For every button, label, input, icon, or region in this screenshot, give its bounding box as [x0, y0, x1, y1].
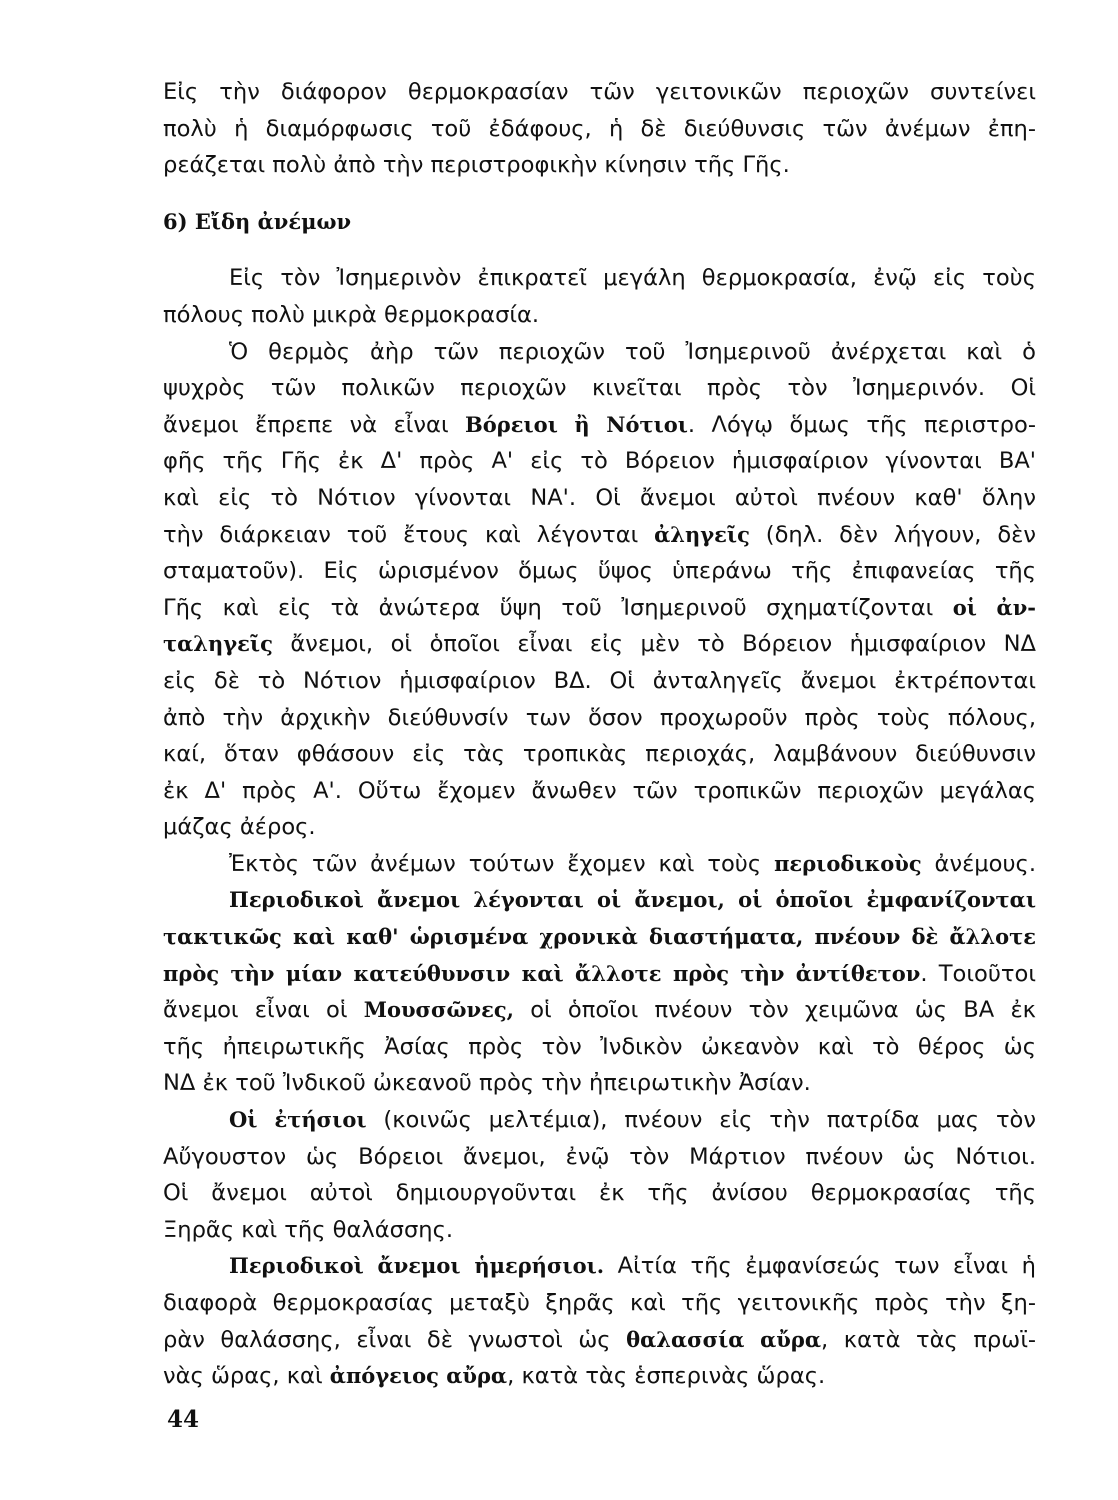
text-line [163, 1065, 1036, 1102]
bold-text-segment: ἀπόγειος αὔρα [329, 1363, 508, 1389]
text-segment: . Λόγῳ ὅμως τῆς περιστρο- [687, 411, 1036, 438]
text-line [163, 663, 1036, 700]
text-segment: ΝΔ ἐκ τοῦ Ἰνδικοῦ ὠκεανοῦ πρὸς τὴν ἠπειρωτικὴν Ἀσίαν. [163, 1070, 811, 1097]
text-segment: εἰς δὲ τὸ Νότιον ἡμισφαίριον ΒΔ. Οἱ ἀνταληγεῖς ἄνεμοι ἐκτρέπονται [163, 667, 1036, 694]
text-segment: πόλους πολὺ μικρὰ θερμοκρασία. [163, 301, 540, 328]
text-line [163, 407, 1036, 444]
text-segment: μάζας ἀέρος. [163, 814, 316, 841]
text-segment: , κατὰ τὰς πρωϊ- [821, 1326, 1036, 1353]
bold-text-segment: Περιοδικοὶ ἄνεμοι λέγονται οἱ ἄνεμοι, οἱ ὁποῖοι ἐμφανίζονται [229, 887, 1036, 913]
bold-text-segment: πρὸς τὴν μίαν κατεύθυνσιν καὶ ἄλλοτε πρὸς τὴν ἀντίθετον [163, 960, 921, 986]
text-line [163, 1139, 1036, 1176]
text-line [163, 297, 1036, 334]
text-line [163, 1029, 1036, 1066]
bold-text-segment: θαλασσία αὔρα [626, 1326, 822, 1352]
bold-text-segment: Μουσσῶνες, [363, 997, 514, 1023]
text-line [163, 736, 1036, 773]
text-segment: ψυχρὸς τῶν πολικῶν περιοχῶν κινεῖται πρὸς τὸν Ἰσημερινόν. Οἱ [163, 375, 1036, 402]
text-line [163, 1322, 1036, 1359]
text-segment: ἄνεμοι, οἱ ὁποῖοι εἶναι εἰς μὲν τὸ Βόρειον ἡμισφαίριον ΝΔ [272, 631, 1036, 658]
text-segment: (δηλ. δὲν λήγουν, δὲν [749, 521, 1037, 548]
text-segment: ἐκ Δ' πρὸς Α'. Οὕτω ἔχομεν ἄνωθεν τῶν τροπικῶν περιοχῶν μεγάλας [163, 777, 1036, 804]
section-heading: 6) Εἴδη ἀνέμων [163, 208, 352, 234]
text-line [163, 480, 1036, 517]
text-segment: καὶ εἰς τὸ Νότιον γίνονται ΝΑ'. Οἱ ἄνεμοι αὐτοὶ πνέουν καθ' ὅλην [163, 484, 1036, 511]
text-line [163, 773, 1036, 810]
text-line [163, 846, 1036, 883]
text-segment: Εἰς τὸν Ἰσημερινὸν ἐπικρατεῖ μεγάλη θερμοκρασία, ἐνῷ εἰς τοὺς [229, 265, 1036, 292]
text-line [163, 700, 1036, 737]
text-line [163, 1248, 1036, 1285]
bold-text-segment: περιοδικοὺς [774, 850, 922, 876]
text-segment: (κοινῶς μελτέμια), πνέουν εἰς τὴν πατρίδα μας τὸν [366, 1107, 1037, 1134]
text-segment: . Τοιοῦτοι [920, 960, 1036, 987]
text-line [163, 882, 1036, 919]
bold-text-segment: Βόρειοι ἢ Νότιοι [465, 411, 688, 437]
text-segment: φῆς τῆς Γῆς ἐκ Δ' πρὸς Α' εἰς τὸ Βόρειον ἡμισφαίριον γίνονται ΒΑ' [163, 448, 1036, 475]
text-segment: ἀπὸ τὴν ἀρχικὴν διεύθυνσίν των ὅσον προχωροῦν πρὸς τοὺς πόλους, [163, 704, 1036, 731]
text-segment: Ὁ θερμὸς ἀὴρ τῶν περιοχῶν τοῦ Ἰσημερινοῦ ἀνέρχεται καὶ ὁ [229, 338, 1036, 365]
bold-text-segment: ταληγεῖς [163, 631, 273, 657]
text-segment: Αὔγουστον ὡς Βόρειοι ἄνεμοι, ἐνῷ τὸν Μάρτιον πνέουν ὡς Νότιοι. [163, 1143, 1036, 1170]
text-line [163, 956, 1036, 993]
text-line [163, 260, 1036, 297]
text-segment: ἄνεμοι εἶναι οἱ [163, 997, 364, 1024]
bold-text-segment: οἱ ἀν- [952, 594, 1036, 620]
text-line [163, 74, 1036, 111]
text-segment: πολὺ ἡ διαμόρφωσις τοῦ ἐδάφους, ἡ δὲ διεύθυνσις τῶν ἀνέμων ἐπη- [163, 115, 1036, 142]
bold-text-segment: τακτικῶς καὶ καθ' ὡρισμένα χρονικὰ διαστήματα, πνέουν δὲ ἄλλοτε [163, 924, 1036, 950]
text-segment: ρεάζεται πολὺ ἀπὸ τὴν περιστροφικὴν κίνησιν τῆς Γῆς. [163, 152, 790, 179]
text-line [163, 626, 1036, 663]
text-segment: Γῆς καὶ εἰς τὰ ἀνώτερα ὕψη τοῦ Ἰσημερινοῦ σχηματίζονται [163, 594, 953, 621]
text-line [163, 370, 1036, 407]
text-line [163, 809, 1036, 846]
text-segment: τὴν διάρκειαν τοῦ ἔτους καὶ λέγονται [163, 521, 655, 548]
text-segment: Ἐκτὸς τῶν ἀνέμων τούτων ἔχομεν καὶ τοὺς [229, 850, 775, 877]
text-segment: , κατὰ τὰς ἑσπερινὰς ὥρας. [507, 1363, 826, 1390]
text-segment: Οἱ ἄνεμοι αὐτοὶ δημιουργοῦνται ἐκ τῆς ἀνίσου θερμοκρασίας τῆς [163, 1180, 1036, 1207]
bold-text-segment: ἀληγεῖς [654, 521, 750, 547]
text-line [163, 992, 1036, 1029]
text-line [163, 334, 1036, 371]
text-line [163, 147, 1036, 184]
text-line [163, 1175, 1036, 1212]
page-number: 44 [167, 1406, 200, 1433]
text-segment: Αἰτία τῆς ἐμφανίσεώς των εἶναι ἡ [604, 1253, 1036, 1280]
text-segment: Εἰς τὴν διάφορον θερμοκρασίαν τῶν γειτονικῶν περιοχῶν συντείνει [163, 79, 1036, 105]
text-segment: Ξηρᾶς καὶ τῆς θαλάσσης. [163, 1216, 454, 1243]
text-segment: τῆς ἠπειρωτικῆς Ἀσίας πρὸς τὸν Ἰνδικὸν ὠκεανὸν καὶ τὸ θέρος ὡς [163, 1033, 1036, 1060]
text-segment: νὰς ὥρας, καὶ [163, 1363, 330, 1390]
text-line [163, 919, 1036, 956]
text-line [163, 1212, 1036, 1249]
text-segment: ἄνεμοι ἔπρεπε νὰ εἶναι [163, 411, 466, 438]
text-line [163, 590, 1036, 627]
text-line [163, 443, 1036, 480]
text-line [163, 517, 1036, 554]
text-segment: ἀνέμους. [921, 850, 1036, 877]
bold-text-segment: Περιοδικοὶ ἄνεμοι ἡμερήσιοι. [229, 1253, 605, 1279]
text-segment: καί, ὅταν φθάσουν εἰς τὰς τροπικὰς περιοχάς, λαμβάνουν διεύθυνσιν [163, 741, 1036, 768]
text-line [163, 1358, 1036, 1395]
text-line [163, 553, 1036, 590]
page-body [163, 74, 1036, 1395]
text-line [163, 111, 1036, 148]
text-segment: οἱ ὁποῖοι πνέουν τὸν χειμῶνα ὡς ΒΑ ἐκ [513, 997, 1036, 1024]
bold-text-segment: Οἱ ἐτήσιοι [229, 1107, 367, 1133]
text-line [163, 1102, 1036, 1139]
text-segment: ρὰν θαλάσσης, εἶναι δὲ γνωστοὶ ὡς [163, 1326, 627, 1353]
text-segment: διαφορὰ θερμοκρασίας μεταξὺ ξηρᾶς καὶ τῆς γειτονικῆς πρὸς τὴν ξη- [163, 1290, 1036, 1316]
text-segment: σταματοῦν). Εἰς ὡρισμένον ὅμως ὕψος ὑπεράνω τῆς ἐπιφανείας τῆς [163, 558, 1036, 585]
text-line [163, 1285, 1036, 1322]
